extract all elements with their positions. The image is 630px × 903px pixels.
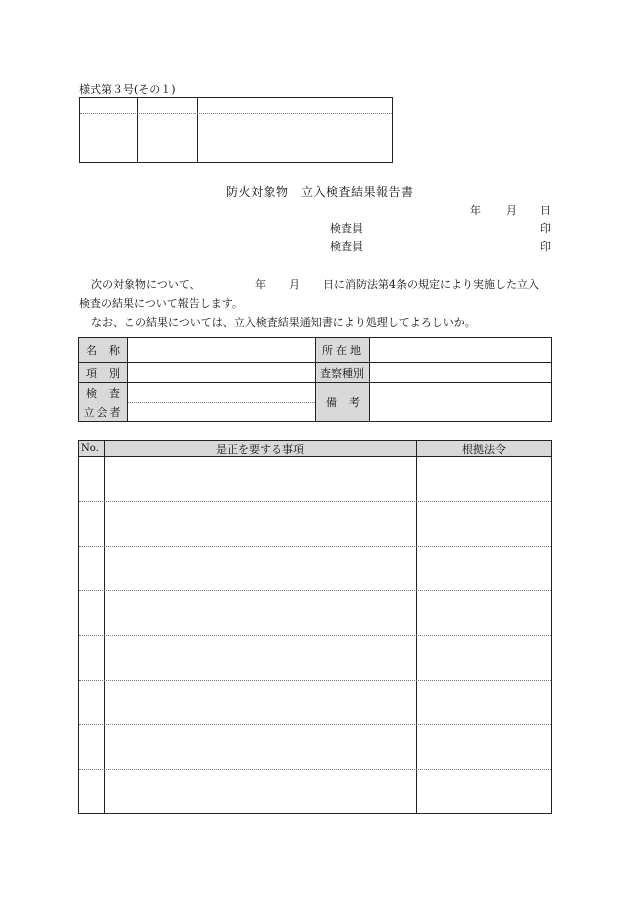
label-item: 項 別: [86, 366, 120, 380]
seal-mark: 印: [540, 222, 551, 235]
label-attendant: 立会者: [83, 405, 123, 419]
row-separator: [79, 724, 551, 725]
label-inspection: 検 査: [86, 386, 120, 400]
approval-divider: [197, 97, 198, 163]
date-month: 月: [506, 204, 517, 217]
body-line1-rest: 日に消防法第4条の規定により実施した立入: [323, 278, 539, 291]
seal-mark: 印: [540, 240, 551, 253]
header-no: No.: [81, 443, 99, 454]
approval-divider: [137, 97, 138, 163]
body-line1-year: 年: [255, 278, 266, 291]
form-number: 様式第３号(その１): [79, 83, 176, 96]
label-remarks: 備 考: [326, 396, 360, 409]
inspector-label: 検査員: [330, 240, 363, 253]
inspector-label: 検査員: [330, 222, 363, 235]
body-line3: なお、この結果については、立入検査結果通知書により処理してよろしいか。: [91, 316, 476, 329]
items-table-border: [78, 440, 552, 814]
body-line2: 検査の結果について報告します。: [79, 297, 243, 310]
approval-header-line: [80, 113, 392, 114]
row-separator: [79, 769, 551, 770]
row-separator: [79, 590, 551, 591]
date-year: 年: [470, 204, 481, 217]
date-day: 日: [540, 204, 551, 217]
body-line1-a: 次の対象物について、: [91, 278, 201, 291]
row-separator: [79, 501, 551, 502]
row-separator: [79, 635, 551, 636]
approval-table-border: [79, 97, 393, 163]
header-law: 根拠法令: [462, 442, 506, 456]
header-item: 是正を要する事項: [216, 442, 304, 456]
label-name: 名 称: [86, 344, 120, 357]
body-line1-month: 月: [289, 278, 300, 291]
label-location: 所在地: [322, 344, 364, 357]
row-separator: [79, 546, 551, 547]
document-title: 防火対象物 立入検査結果報告書: [226, 185, 414, 199]
row-separator: [79, 680, 551, 681]
label-inspection-type: 査察種別: [320, 366, 364, 380]
